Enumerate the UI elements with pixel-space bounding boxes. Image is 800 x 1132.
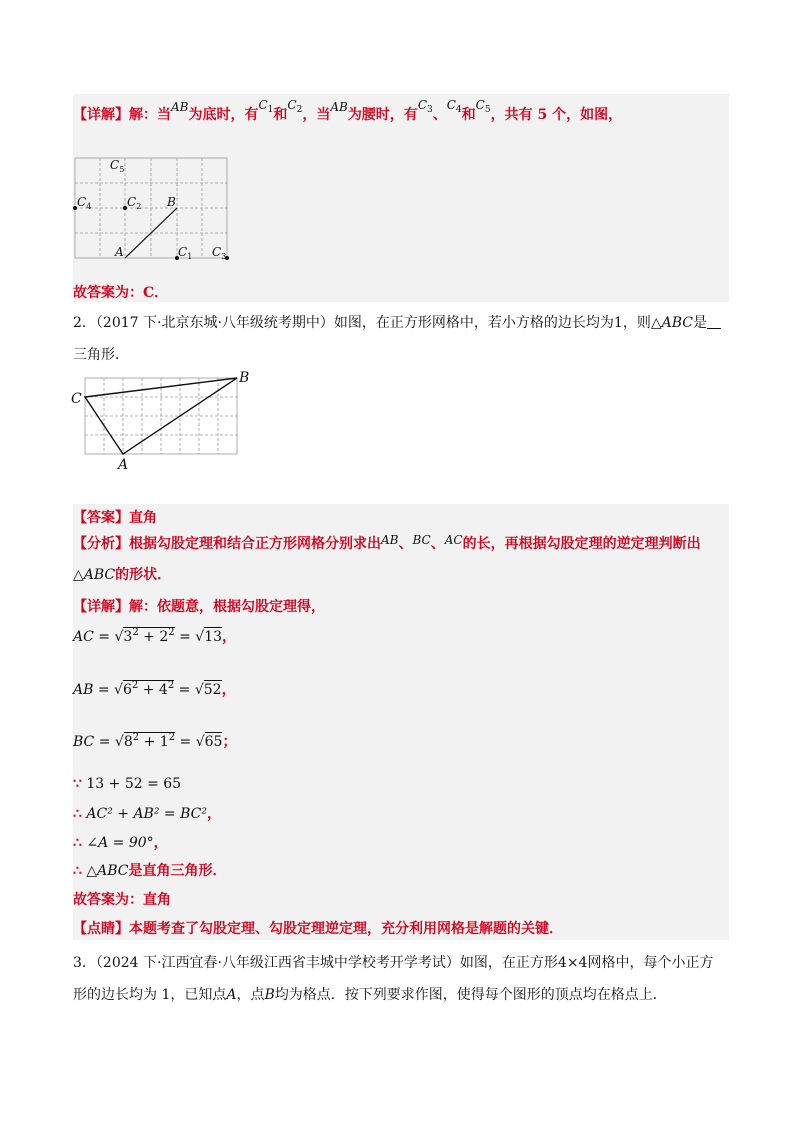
label-c1: $C_1$ — [178, 245, 193, 261]
q2-analysis-line2: △ABC的形状． — [73, 567, 172, 583]
q2-detail-line: 【详解】解：依题意，根据勾股定理得， — [73, 599, 325, 615]
q2-conclusion: 故答案为：直角 — [73, 892, 171, 908]
eq-bc: BC = $√8^2 + 1^2 = √65$； — [73, 732, 237, 750]
q1-detail-line: 【详解】解：当AB为底时，有$C_1$和$C_2$，当AB为腰时，有$C_3$、$C_4$和$C_5$，共有 5 个，如图， — [73, 98, 623, 123]
q2-stem-line2: 三角形． — [73, 347, 129, 363]
detail-tag: 【详解】 — [73, 107, 129, 123]
pythagoras-line: ∴ AC² + AB² = BC²， — [73, 806, 221, 822]
q2-number: 2． — [73, 315, 96, 331]
answer-tag: 【答案】 — [73, 510, 129, 526]
q1-grid-figure — [70, 150, 240, 266]
label-b: B — [239, 370, 250, 386]
eq-ac: AC = $√3^2 + 2^2 = √13$， — [73, 627, 237, 645]
label-c4: $C_4$ — [77, 195, 92, 211]
eq-ab: AB = $√6^2 + 4^2 = √52$， — [73, 680, 236, 698]
q2-analysis-line1: 【分析】根据勾股定理和结合正方形网格分别求出AB、BC、AC的长，再根据勾股定理的逆定理判断出 — [73, 533, 701, 552]
q2-stem-line1: 2．（2017 下·北京东城·八年级统考期中）如图，在正方形网格中，若小方格的边长均为1，则△ABC是 — [73, 313, 721, 333]
right-triangle-line: ∴ △ABC是直角三角形． — [73, 863, 227, 879]
q2-comment: 【点睛】本题考查了勾股定理、勾股定理逆定理，充分利用网格是解题的关键． — [73, 921, 563, 937]
label-c3: $C_3$ — [212, 245, 227, 261]
label-c2: $C_2$ — [127, 195, 142, 211]
analysis-tag: 【分析】 — [73, 536, 129, 552]
q3-stem-line2: 形的边长均为 1，已知点A，点B均为格点．按下列要求作图，使得每个图形的顶点均在格点上． — [73, 987, 667, 1003]
label-c: C — [71, 391, 82, 407]
q3-stem-line1: 3．（2024 下·江西宜春·八年级江西省丰城中学校考开学考试）如图，在正方形4×4网格中，每个小正方 — [73, 955, 714, 971]
q3-number: 3． — [73, 955, 96, 971]
q2-grid-figure — [68, 368, 258, 474]
because-line: ∵ 13 + 52 = 65 — [73, 776, 182, 792]
q1-conclusion: 故答案为：C． — [73, 285, 169, 301]
answer-blank — [707, 314, 721, 329]
label-a: A — [118, 457, 129, 473]
detail-tag: 【详解】 — [73, 599, 129, 615]
label-a: A — [115, 245, 124, 259]
q2-answer: 【答案】直角 — [73, 510, 157, 526]
angle-line: ∴ ∠A = 90°， — [73, 835, 168, 851]
label-c5: $C_5$ — [110, 158, 125, 174]
comment-tag: 【点睛】 — [73, 921, 129, 937]
label-b: B — [167, 195, 176, 209]
